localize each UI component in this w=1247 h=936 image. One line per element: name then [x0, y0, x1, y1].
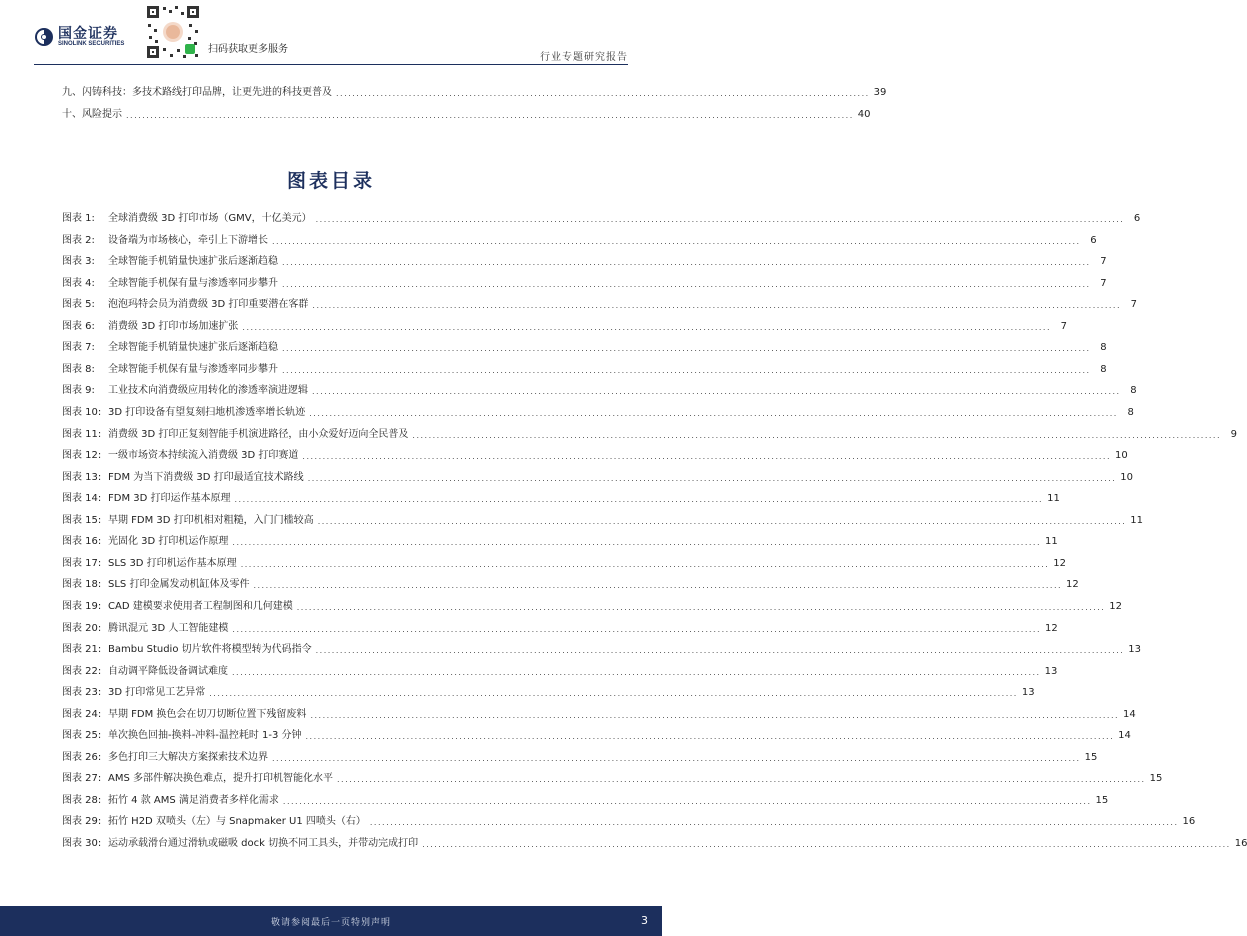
figure-entry-text [62, 381, 308, 396]
figure-title: CAD 建模要求使用者工程制图和几何建模 [108, 600, 293, 612]
figure-page: 11 [1130, 514, 1144, 526]
figure-entry-text [62, 597, 293, 612]
figure-label: 图表 16: [62, 536, 102, 548]
figure-label: 图表 26: [62, 751, 102, 763]
figure-page: 7 [1100, 256, 1107, 268]
figure-entry[interactable] [62, 510, 1144, 526]
figure-entry[interactable] [62, 467, 1134, 483]
figure-title: FDM 3D 打印运作基本原理 [108, 493, 231, 505]
figure-entry-text [62, 489, 231, 504]
figure-leader: ........................................................................................................................................................................................................ [272, 753, 1081, 763]
figure-title: 3D 打印常见工艺异常 [108, 687, 206, 699]
figure-page: 10 [1120, 471, 1134, 483]
figure-entry-text [62, 748, 268, 763]
figure-entry[interactable] [62, 488, 1060, 505]
figure-entry[interactable] [62, 704, 1136, 720]
figure-label: 图表 9: [62, 385, 95, 397]
figure-page: 7 [1100, 277, 1107, 289]
figure-page: 8 [1127, 407, 1134, 418]
figure-entry[interactable] [62, 596, 1123, 612]
figure-page: 7 [1060, 320, 1068, 332]
figure-entry[interactable] [62, 294, 1138, 311]
figure-title: 设备端为市场核心，牵引上下游增长 [108, 234, 268, 246]
figure-label: 图表 7: [62, 342, 95, 354]
figure-title: 腾讯混元 3D 人工智能建模 [108, 622, 229, 634]
figure-page: 12 [1045, 622, 1058, 634]
figure-entry-text [62, 769, 333, 784]
figures-index-title: 图表目录 [286, 170, 375, 192]
report-type-label: 行业专题研究报告 [540, 52, 628, 63]
figure-label: 图表 5: [62, 299, 95, 311]
figure-title: FDM 为当下消费级 3D 打印最适宜技术路线 [108, 471, 304, 483]
figure-leader: ........................................................................................................................................................................................................ [412, 430, 1222, 440]
toc-leader: .................................................................................................................................... [336, 89, 870, 98]
figure-page: 12 [1066, 579, 1079, 591]
figure-label: 图表 15: [62, 514, 102, 526]
figure-entry[interactable] [62, 639, 1141, 655]
figure-entry[interactable] [62, 316, 1068, 332]
figure-leader: ........................................................................................................................................................................................................ [209, 689, 1018, 699]
figure-leader: ........................................................................................................................................................................................................ [309, 409, 1118, 418]
figure-label: 图表 23: [62, 687, 102, 699]
figure-page: 13 [1128, 644, 1141, 655]
figure-leader: ........................................................................................................................................................................................................ [234, 495, 1044, 505]
figure-leader: ........................................................................................................................................................................................................ [296, 602, 1106, 612]
figure-page: 6 [1090, 234, 1097, 246]
figure-page: 16 [1234, 838, 1247, 849]
toc-leader: .................................................................................................................................................................................... [126, 111, 854, 120]
figure-leader: ........................................................................................................................................................................................................ [337, 775, 1146, 785]
figure-entry-text [62, 425, 408, 440]
page-number: 3 [641, 914, 648, 927]
figure-page: 13 [1044, 665, 1058, 677]
figure-leader: ........................................................................................................................................................................................................ [369, 818, 1179, 828]
figure-entry[interactable] [62, 747, 1098, 763]
brand-name-en: SINOLINK SECURITIES [58, 40, 125, 47]
figure-title: Bambu Studio 切片软件将模型转为代码指令 [108, 644, 312, 655]
figure-label: 图表 14: [62, 493, 102, 505]
figure-page: 13 [1021, 687, 1035, 699]
figure-label: 图表 19: [62, 600, 102, 612]
figure-page: 9 [1230, 428, 1238, 440]
figure-label: 图表 6: [62, 320, 95, 332]
figure-title: SLS 打印金属发动机缸体及零件 [108, 579, 250, 591]
figure-label: 图表 4: [62, 277, 95, 289]
figure-title: 单次换色回抽-换料-冲料-温控耗时 1-3 分钟 [108, 730, 302, 742]
figure-entry-text [62, 812, 366, 827]
figure-title: 泡泡玛特会员为消费级 3D 打印重要潜在客群 [108, 299, 309, 311]
figure-leader: ........................................................................................................................................................................................................ [242, 322, 1052, 332]
figure-leader: ........................................................................................................................................................................................................ [282, 365, 1091, 375]
figure-leader: ........................................................................................................................................................................................................ [312, 301, 1122, 311]
figure-label: 图表 2: [62, 234, 95, 246]
figure-label: 图表 25: [62, 730, 102, 742]
figure-page: 11 [1047, 493, 1060, 505]
figure-page: 11 [1045, 536, 1058, 548]
figure-entry-text [62, 791, 279, 806]
figure-label: 图表 12: [62, 450, 102, 462]
figure-leader: ........................................................................................................................................................................................................ [307, 473, 1117, 483]
figure-entry[interactable] [62, 833, 1247, 849]
figure-entry-text [62, 575, 249, 590]
figure-entry[interactable] [62, 230, 1097, 246]
figure-label: 图表 29: [62, 816, 102, 828]
figure-title: 早期 FDM 3D 打印机相对粗糙，入门门槛较高 [108, 514, 314, 526]
figure-page: 15 [1095, 794, 1109, 806]
scan-caption: 扫码获取更多服务 [208, 44, 288, 55]
figure-title: 全球消费级 3D 打印市场（GMV，十亿美元） [108, 213, 312, 224]
figure-entry[interactable] [62, 618, 1058, 634]
figure-title: 全球智能手机保有量与渗透率同步攀升 [108, 277, 278, 289]
figure-label: 图表 1: [62, 213, 95, 224]
figure-title: 全球智能手机销量快速扩张后逐渐趋稳 [108, 256, 278, 268]
figure-page: 15 [1149, 773, 1163, 785]
figure-entry-text [62, 209, 312, 224]
figure-entry[interactable] [62, 768, 1163, 785]
figure-leader: ........................................................................................................................................................................................................ [317, 516, 1127, 526]
figure-leader: ........................................................................................................................................................................................................ [312, 387, 1121, 397]
figure-leader: ........................................................................................................................................................................................................ [232, 624, 1042, 634]
figure-leader: ........................................................................................................................................................................................................ [232, 538, 1042, 548]
figure-page: 8 [1100, 363, 1107, 375]
figure-entry[interactable] [62, 661, 1058, 677]
figure-title: AMS 多部件解决换色难点，提升打印机智能化水平 [108, 773, 333, 785]
figure-entry[interactable] [62, 359, 1107, 375]
figure-entry[interactable] [62, 682, 1035, 699]
figure-entry-text [62, 252, 278, 267]
figure-leader: ........................................................................................................................................................................................................ [232, 667, 1041, 677]
footer-disclaimer: 敬请参阅最后一页特别声明 [270, 918, 391, 928]
figure-title: 一级市场资本持续流入消费级 3D 打印赛道 [108, 450, 299, 462]
figure-entry[interactable] [62, 402, 1134, 418]
figure-entry[interactable] [62, 574, 1079, 591]
header-divider [34, 64, 628, 65]
figure-leader: ........................................................................................................................................................................................................ [282, 279, 1091, 289]
figure-title: 早期 FDM 换色会在切刀切断位置下残留废料 [108, 708, 307, 720]
figure-label: 图表 30: [62, 838, 102, 849]
figure-entry-text [62, 295, 308, 310]
figure-entry-text [62, 662, 228, 677]
figure-leader: ........................................................................................................................................................................................................ [282, 796, 1092, 806]
figure-entry[interactable] [62, 790, 1109, 806]
figure-entry-text [62, 317, 238, 332]
figure-entry-text [62, 726, 302, 741]
figure-page: 12 [1109, 600, 1123, 612]
figure-title: 工业技术向消费级应用转化的渗透率演进逻辑 [108, 385, 308, 397]
figure-entry[interactable] [62, 424, 1238, 440]
figure-title: 3D 打印设备有望复刻扫地机渗透率增长轨迹 [108, 407, 306, 418]
figure-entry[interactable] [62, 811, 1196, 828]
figure-leader: ........................................................................................................................................................................................................ [315, 646, 1125, 655]
figure-title: 拓竹 4 款 AMS 满足消费者多样化需求 [108, 794, 279, 806]
logo-mark-icon [34, 27, 54, 47]
figure-leader: ........................................................................................................................................................................................................ [305, 732, 1115, 742]
figure-title: 运动承载滑台通过滑轨或磁吸 dock 切换不同工具头，并带动完成打印 [108, 838, 419, 849]
figure-page: 6 [1133, 213, 1141, 224]
figure-page: 10 [1115, 450, 1128, 462]
figure-title: 全球智能手机保有量与渗透率同步攀升 [108, 363, 278, 375]
figure-leader: ........................................................................................................................................................................................................ [282, 258, 1091, 268]
figure-label: 图表 28: [62, 794, 102, 806]
figure-entry-text [62, 834, 418, 849]
figure-title: 多色打印三大解决方案探索技术边界 [108, 751, 268, 763]
figure-page: 8 [1100, 342, 1107, 354]
figure-leader: ........................................................................................................................................................................................................ [315, 215, 1125, 224]
figure-leader: ........................................................................................................................................................................................................ [310, 710, 1120, 720]
figure-page: 14 [1118, 730, 1131, 742]
figure-entry-text [62, 360, 278, 375]
figure-entry-text [62, 532, 228, 547]
toc-entry-title: 十、风险提示 [62, 109, 122, 120]
figure-entry-text [62, 554, 237, 569]
figure-entry[interactable] [62, 445, 1128, 462]
figure-entry-text [62, 511, 314, 526]
figure-entry[interactable] [62, 531, 1058, 548]
figure-entry[interactable] [62, 208, 1141, 224]
figure-page: 15 [1084, 751, 1098, 763]
figure-page: 7 [1130, 299, 1138, 311]
figure-label: 图表 22: [62, 665, 102, 677]
figure-label: 图表 17: [62, 557, 102, 569]
toc-entry[interactable] [62, 104, 871, 120]
brand-name-cn: 国金证券 [58, 25, 118, 42]
figure-leader: ........................................................................................................................................................................................................ [253, 581, 1063, 591]
brand-logo [34, 26, 124, 48]
qr-code-icon [143, 2, 203, 62]
toc-entry-title: 九、闪铸科技：多技术路线打印品牌，让更先进的科技更普及 [62, 87, 332, 98]
figure-title: 自动调平降低设备调试难度 [108, 665, 228, 677]
figure-entry-text [62, 640, 312, 655]
figure-leader: ........................................................................................................................................................................................................ [282, 344, 1091, 354]
figure-entry-text [62, 619, 228, 634]
figure-entry[interactable] [62, 725, 1131, 742]
figure-label: 图表 8: [62, 363, 95, 375]
figure-leader: ........................................................................................................................................................................................................ [302, 452, 1112, 462]
figure-leader: ........................................................................................................................................................................................................ [272, 236, 1081, 246]
figure-title: 消费级 3D 打印市场加速扩张 [108, 320, 239, 332]
figure-entry[interactable] [62, 337, 1107, 354]
figure-entry[interactable] [62, 553, 1067, 569]
figure-entry-text [62, 705, 306, 720]
figure-label: 图表 27: [62, 773, 102, 785]
figure-label: 图表 13: [62, 471, 102, 483]
figure-title: SLS 3D 打印机运作基本原理 [108, 557, 237, 569]
figure-title: 消费级 3D 打印正复刻智能手机演进路径，由小众爱好迈向全民普及 [108, 428, 409, 440]
toc-entry-page: 40 [857, 109, 871, 120]
figure-page: 8 [1130, 385, 1137, 397]
toc-entry-page: 39 [873, 87, 887, 98]
figure-leader: ........................................................................................................................................................................................................ [240, 559, 1050, 569]
figure-label: 图表 20: [62, 622, 102, 634]
figure-entry-text [62, 274, 278, 289]
figure-page: 14 [1123, 708, 1136, 720]
figure-page: 16 [1182, 816, 1196, 828]
figure-label: 图表 18: [62, 579, 102, 591]
figure-entry-text [62, 338, 278, 353]
figure-entry[interactable] [62, 380, 1137, 397]
figure-title: 光固化 3D 打印机运作原理 [108, 536, 229, 548]
figure-entry-text [62, 468, 304, 483]
page-footer [0, 906, 662, 936]
figure-label: 图表 24: [62, 708, 102, 720]
figure-entry-text [62, 403, 305, 418]
figure-entry-text [62, 231, 268, 246]
figure-label: 图表 11: [62, 428, 102, 440]
figure-entry[interactable] [62, 251, 1107, 268]
figure-label: 图表 21: [62, 644, 102, 655]
figure-entry-text [62, 683, 205, 698]
figure-title: 全球智能手机销量快速扩张后逐渐趋稳 [108, 342, 278, 354]
figure-leader: ........................................................................................................................................................................................................ [422, 840, 1231, 849]
toc-entry[interactable] [62, 82, 887, 98]
figure-title: 拓竹 H2D 双喷头（左）与 Snapmaker U1 四喷头（右） [108, 816, 366, 828]
figure-page: 12 [1053, 557, 1067, 569]
figure-entry-text [62, 446, 298, 461]
figure-entry[interactable] [62, 273, 1107, 289]
figure-label: 图表 3: [62, 256, 95, 268]
figure-label: 图表 10: [62, 407, 102, 418]
